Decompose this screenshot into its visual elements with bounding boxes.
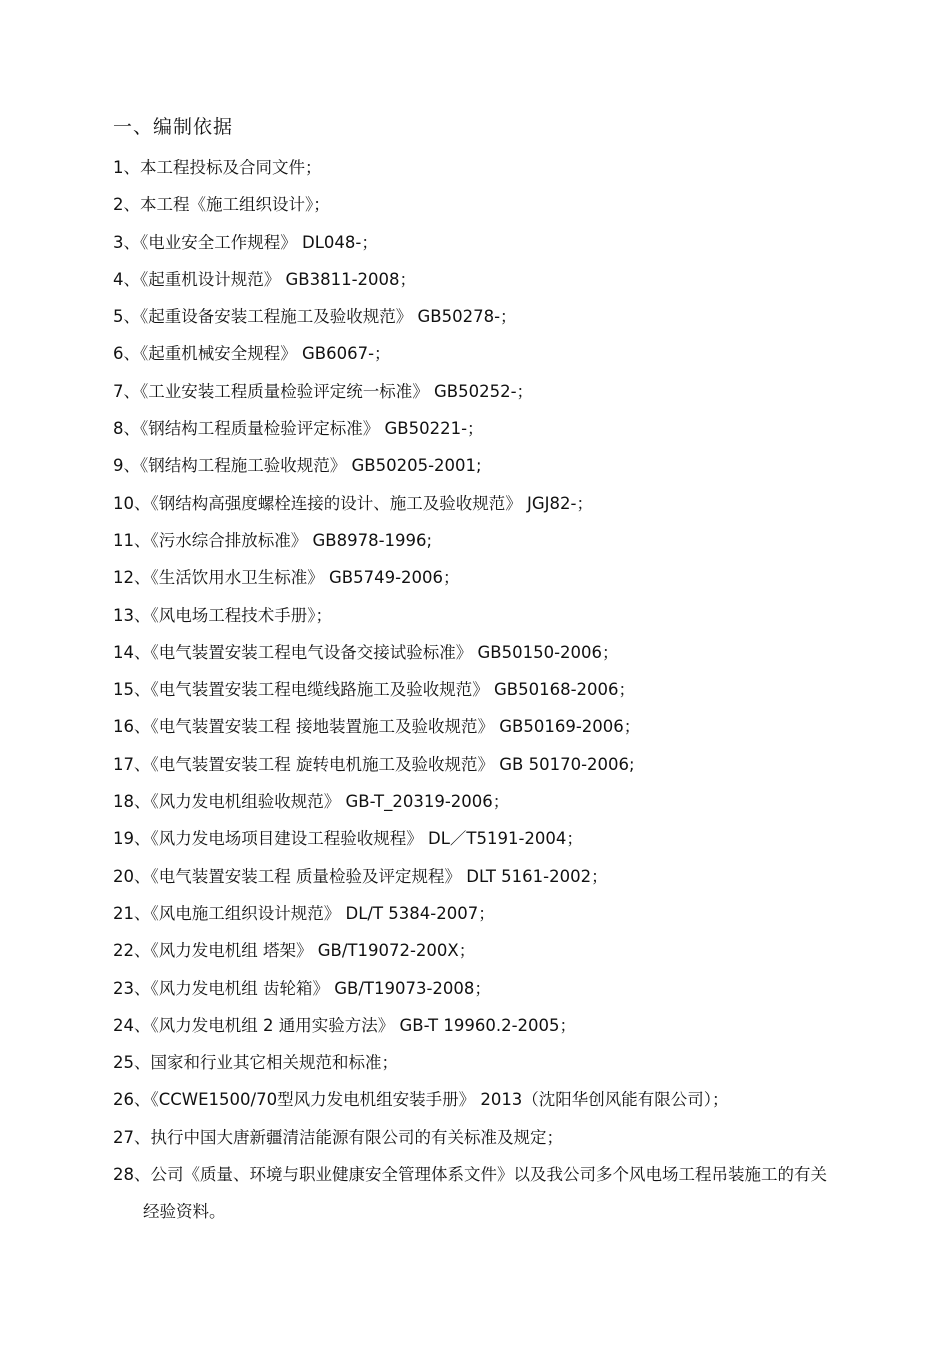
- reference-item-27: 27、执行中国大唐新疆清洁能源有限公司的有关标准及规定；: [113, 1127, 563, 1147]
- reference-item-21: 21、《风电施工组织设计规范》 DL/T 5384-2007；: [113, 903, 495, 923]
- reference-item-17: 17、《电气装置安装工程 旋转电机施工及验收规范》 GB 50170-2006;: [113, 754, 635, 774]
- reference-list: [113, 149, 833, 1231]
- reference-item-19: 19、《风力发电场项目建设工程验收规程》 DL／T5191-2004；: [113, 829, 583, 849]
- reference-item-14: 14、《电气装置安装工程电气设备交接试验标准》 GB50150-2006；: [113, 642, 619, 662]
- reference-item-20: 20、《电气装置安装工程 质量检验及评定规程》 DLT 5161-2002；: [113, 866, 608, 886]
- reference-item-24: 24、《风力发电机组 2 通用实验方法》 GB-T 19960.2-2005；: [113, 1015, 577, 1035]
- reference-item-25: 25、国家和行业其它相关规范和标准；: [113, 1053, 398, 1073]
- reference-item-10: 10、《钢结构高强度螺栓连接的设计、施工及验收规范》 JGJ82-；: [113, 493, 593, 513]
- reference-item-22: 22、《风力发电机组 塔架》 GB/T19072-200X；: [113, 941, 476, 961]
- reference-item-7: 7、《工业安装工程质量检验评定统一标准》 GB50252-；: [113, 381, 534, 401]
- reference-item-11: 11、《污水综合排放标准》 GB8978-1996;: [113, 530, 433, 550]
- reference-item-16: 16、《电气装置安装工程 接地装置施工及验收规范》 GB50169-2006；: [113, 717, 641, 737]
- reference-item-4: 4、《起重机设计规范》 GB3811-2008；: [113, 269, 417, 289]
- reference-item-2: 2、本工程《施工组织设计》；: [113, 195, 330, 215]
- reference-item-3: 3、《电业安全工作规程》 DL048-；: [113, 232, 378, 252]
- reference-item-6: 6、《起重机械安全规程》 GB6067-；: [113, 344, 391, 364]
- section-title: 一、编制依据: [113, 116, 234, 138]
- reference-item-12: 12、《生活饮用水卫生标准》 GB5749-2006；: [113, 568, 460, 588]
- reference-item-18: 18、《风力发电机组验收规范》 GB-T_20319-2006；: [113, 792, 510, 812]
- reference-item-5: 5、《起重设备安装工程施工及验收规范》 GB50278-；: [113, 307, 517, 327]
- reference-item-23: 23、《风力发电机组 齿轮箱》 GB/T19073-2008；: [113, 978, 491, 998]
- reference-item-1: 1、本工程投标及合同文件；: [113, 158, 322, 177]
- reference-item-13: 13、《风电场工程技术手册》；: [113, 605, 332, 625]
- reference-item-26: 26、《CCWE1500/70型风力发电机组安装手册》 2013（沈阳华创风能有限公司）；: [113, 1090, 729, 1110]
- reference-item-9: 9、《钢结构工程施工验收规范》 GB50205-2001;: [113, 456, 482, 476]
- reference-item-15: 15、《电气装置安装工程电缆线路施工及验收规范》 GB50168-2006；: [113, 680, 636, 700]
- reference-item-28: 28、公司《质量、环境与职业健康安全管理体系文件》以及我公司多个风电场工程吊装施工的有关经验资料。: [113, 1165, 827, 1222]
- reference-item-8: 8、《钢结构工程质量检验评定标准》 GB50221-；: [113, 419, 484, 439]
